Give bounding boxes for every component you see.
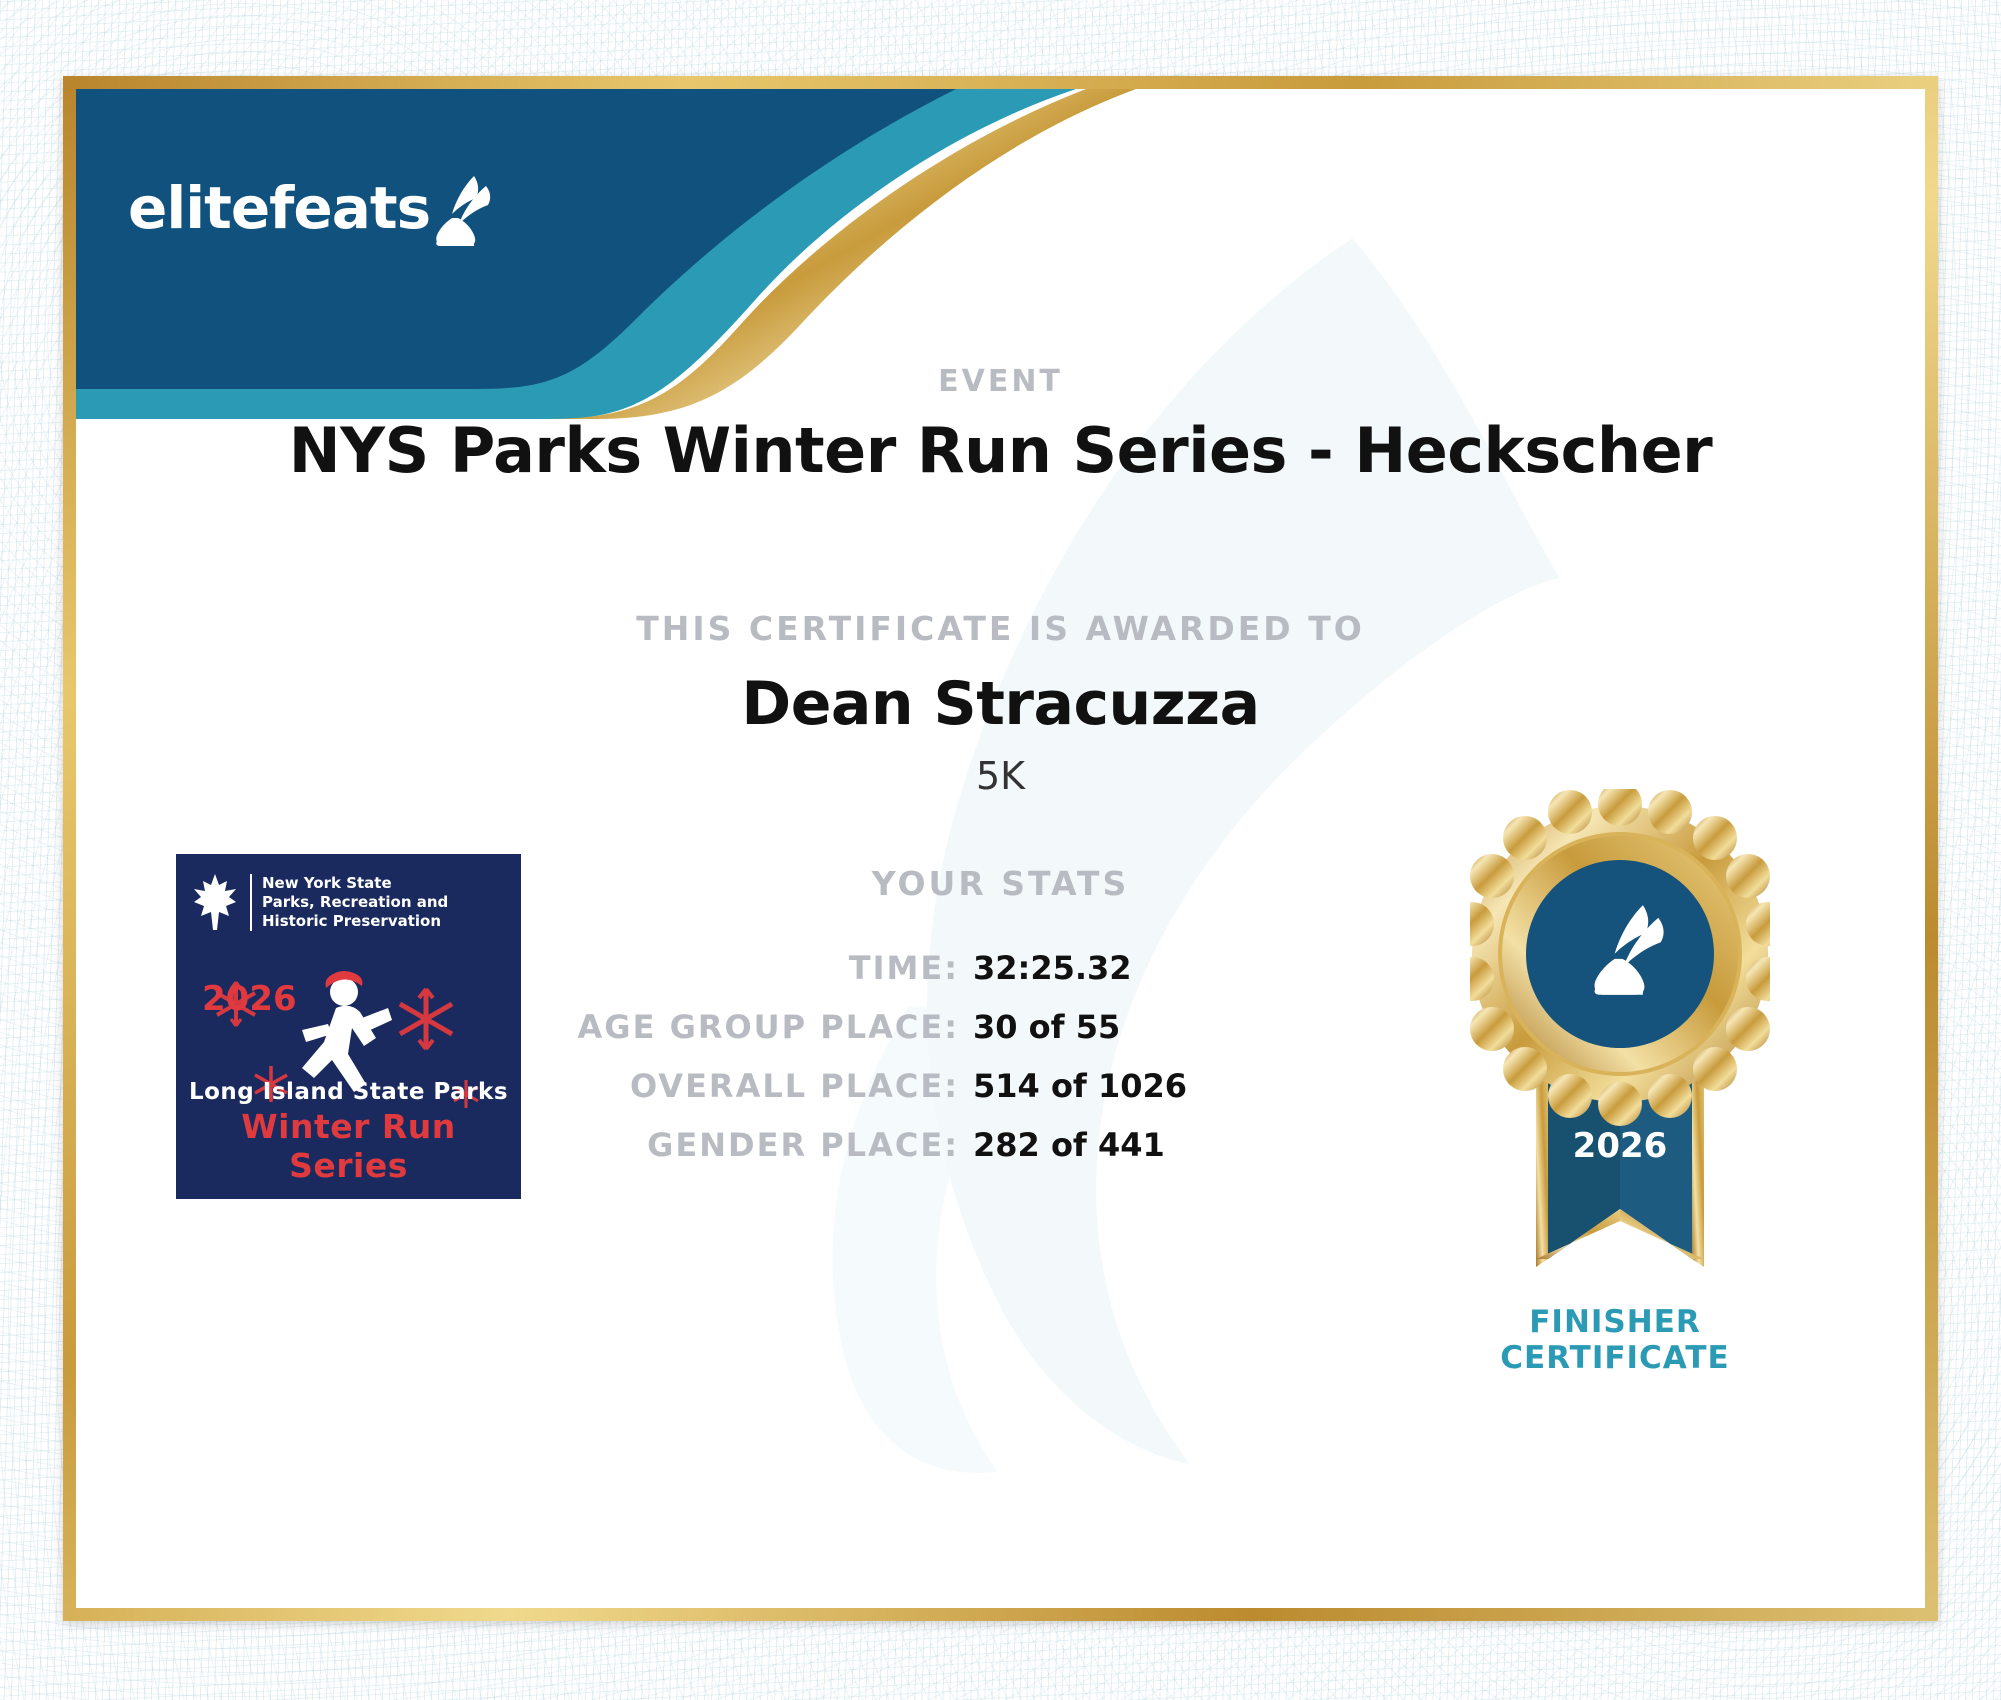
event-logo	[176, 854, 521, 1199]
certificate-frame	[63, 76, 1938, 1621]
event-logo-header	[176, 854, 521, 950]
stat-value-time: 32:25.32	[973, 949, 1132, 987]
stat-label-gender-place: GENDER PLACE:	[647, 1126, 959, 1164]
event-logo-agency	[250, 874, 448, 931]
medal-year: 2026	[1572, 1126, 1668, 1166]
agency-line-1: New York State	[262, 873, 392, 892]
medal-caption-line-1: FINISHER	[1529, 1304, 1701, 1340]
event-logo-footer	[176, 1079, 521, 1185]
agency-line-3: Historic Preservation	[262, 911, 442, 930]
stat-label-time: TIME:	[848, 949, 959, 987]
recipient-name: Dean Stracuzza	[741, 669, 1260, 739]
finisher-medal	[1470, 789, 1770, 1309]
stat-value-overall-place: 514 of 1026	[973, 1067, 1188, 1105]
runner-icon	[302, 971, 392, 1092]
event-name: NYS Parks Winter Run Series - Heckscher	[288, 414, 1713, 487]
certificate-body	[76, 89, 1925, 1608]
certificate-content	[76, 89, 1925, 1608]
race-distance: 5K	[975, 754, 1026, 798]
maple-leaf-icon	[192, 872, 238, 932]
medal-caption	[1425, 1304, 1805, 1376]
event-logo-series-line-1: Long Island State Parks	[188, 1079, 509, 1105]
stat-value-age-group-place: 30 of 55	[973, 1008, 1121, 1046]
brand-name: elitefeats	[128, 174, 431, 242]
event-label: EVENT	[938, 364, 1063, 399]
stat-label-overall-place: OVERALL PLACE:	[629, 1067, 959, 1105]
event-logo-series-line-2: Winter Run Series	[241, 1107, 456, 1185]
stat-value-gender-place: 282 of 441	[973, 1126, 1165, 1164]
agency-line-2: Parks, Recreation and	[262, 892, 449, 911]
medal-caption-line-2: CERTIFICATE	[1500, 1340, 1730, 1376]
awarded-to-label: THIS CERTIFICATE IS AWARDED TO	[636, 609, 1365, 648]
your-stats-label: YOUR STATS	[871, 864, 1130, 903]
event-logo-year: 2026	[202, 979, 297, 1019]
stat-label-age-group-place: AGE GROUP PLACE:	[577, 1008, 959, 1046]
